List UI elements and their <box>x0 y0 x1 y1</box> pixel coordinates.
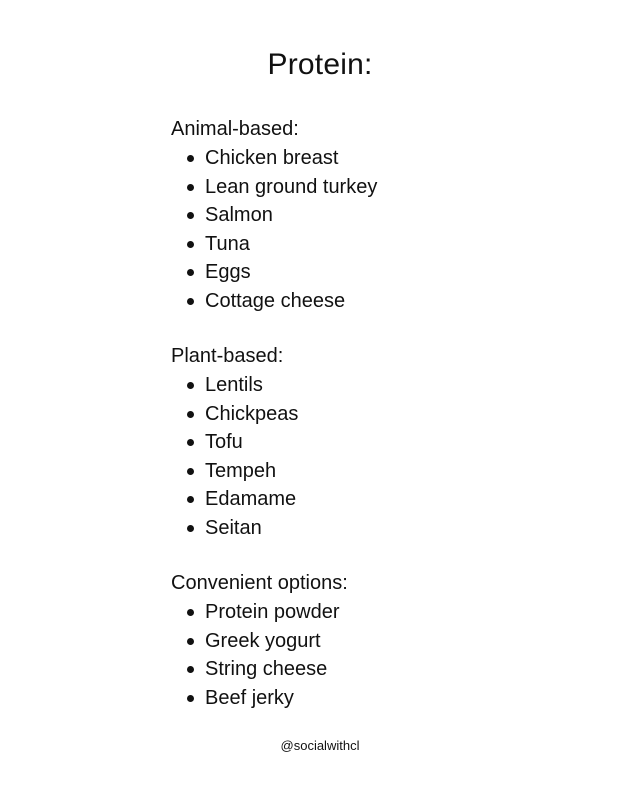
section-heading: Convenient options: <box>171 572 348 594</box>
bullet-icon <box>187 695 194 702</box>
section-convenient-options <box>171 568 591 712</box>
item-label: Protein powder <box>205 601 340 623</box>
list-item <box>171 201 591 230</box>
bullet-icon <box>187 269 194 276</box>
section-heading: Plant-based: <box>171 345 284 367</box>
item-label: Eggs <box>205 261 251 283</box>
item-label: Tofu <box>205 431 243 453</box>
item-label: Salmon <box>205 204 273 226</box>
bullet-icon <box>187 184 194 191</box>
bullet-icon <box>187 496 194 503</box>
item-label: Edamame <box>205 488 297 510</box>
list-item <box>171 144 591 173</box>
author-handle: @socialwithcl <box>280 738 360 753</box>
item-label: Chickpeas <box>205 402 299 425</box>
bullet-icon <box>187 411 194 418</box>
bullet-icon <box>187 525 194 532</box>
list-item <box>171 514 591 543</box>
bullet-icon <box>187 298 194 305</box>
list-item <box>171 400 591 429</box>
bullet-icon <box>187 439 194 446</box>
item-list <box>171 371 591 542</box>
item-label: Seitan <box>205 516 262 539</box>
list-item <box>171 627 591 656</box>
list-item <box>171 230 591 259</box>
item-label: Beef jerky <box>205 686 294 709</box>
bullet-icon <box>187 212 194 219</box>
protein-sections <box>171 114 591 738</box>
item-label: Greek yogurt <box>205 629 321 652</box>
item-label: Chicken breast <box>205 147 339 169</box>
list-item <box>171 173 591 202</box>
page-title: Protein: <box>267 48 373 81</box>
section-heading: Animal-based: <box>171 118 299 140</box>
list-item <box>171 655 591 684</box>
item-label: Lentils <box>205 374 263 396</box>
item-label: Cottage cheese <box>205 289 346 312</box>
list-item <box>171 258 591 287</box>
item-list <box>171 598 591 712</box>
list-item <box>171 485 591 514</box>
section-plant-based <box>171 341 591 542</box>
list-item <box>171 287 591 316</box>
list-item <box>171 684 591 713</box>
item-list <box>171 144 591 315</box>
bullet-icon <box>187 241 194 248</box>
item-label: Tuna <box>205 232 250 255</box>
item-label: Lean ground turkey <box>205 175 378 198</box>
bullet-icon <box>187 609 194 616</box>
bullet-icon <box>187 638 194 645</box>
section-animal-based <box>171 114 591 315</box>
list-item <box>171 428 591 457</box>
item-label: Tempeh <box>205 459 277 482</box>
list-item <box>171 457 591 486</box>
list-item <box>171 371 591 400</box>
bullet-icon <box>187 155 194 162</box>
bullet-icon <box>187 666 194 673</box>
bullet-icon <box>187 468 194 475</box>
list-item <box>171 598 591 627</box>
bullet-icon <box>187 382 194 389</box>
item-label: String cheese <box>205 658 328 680</box>
